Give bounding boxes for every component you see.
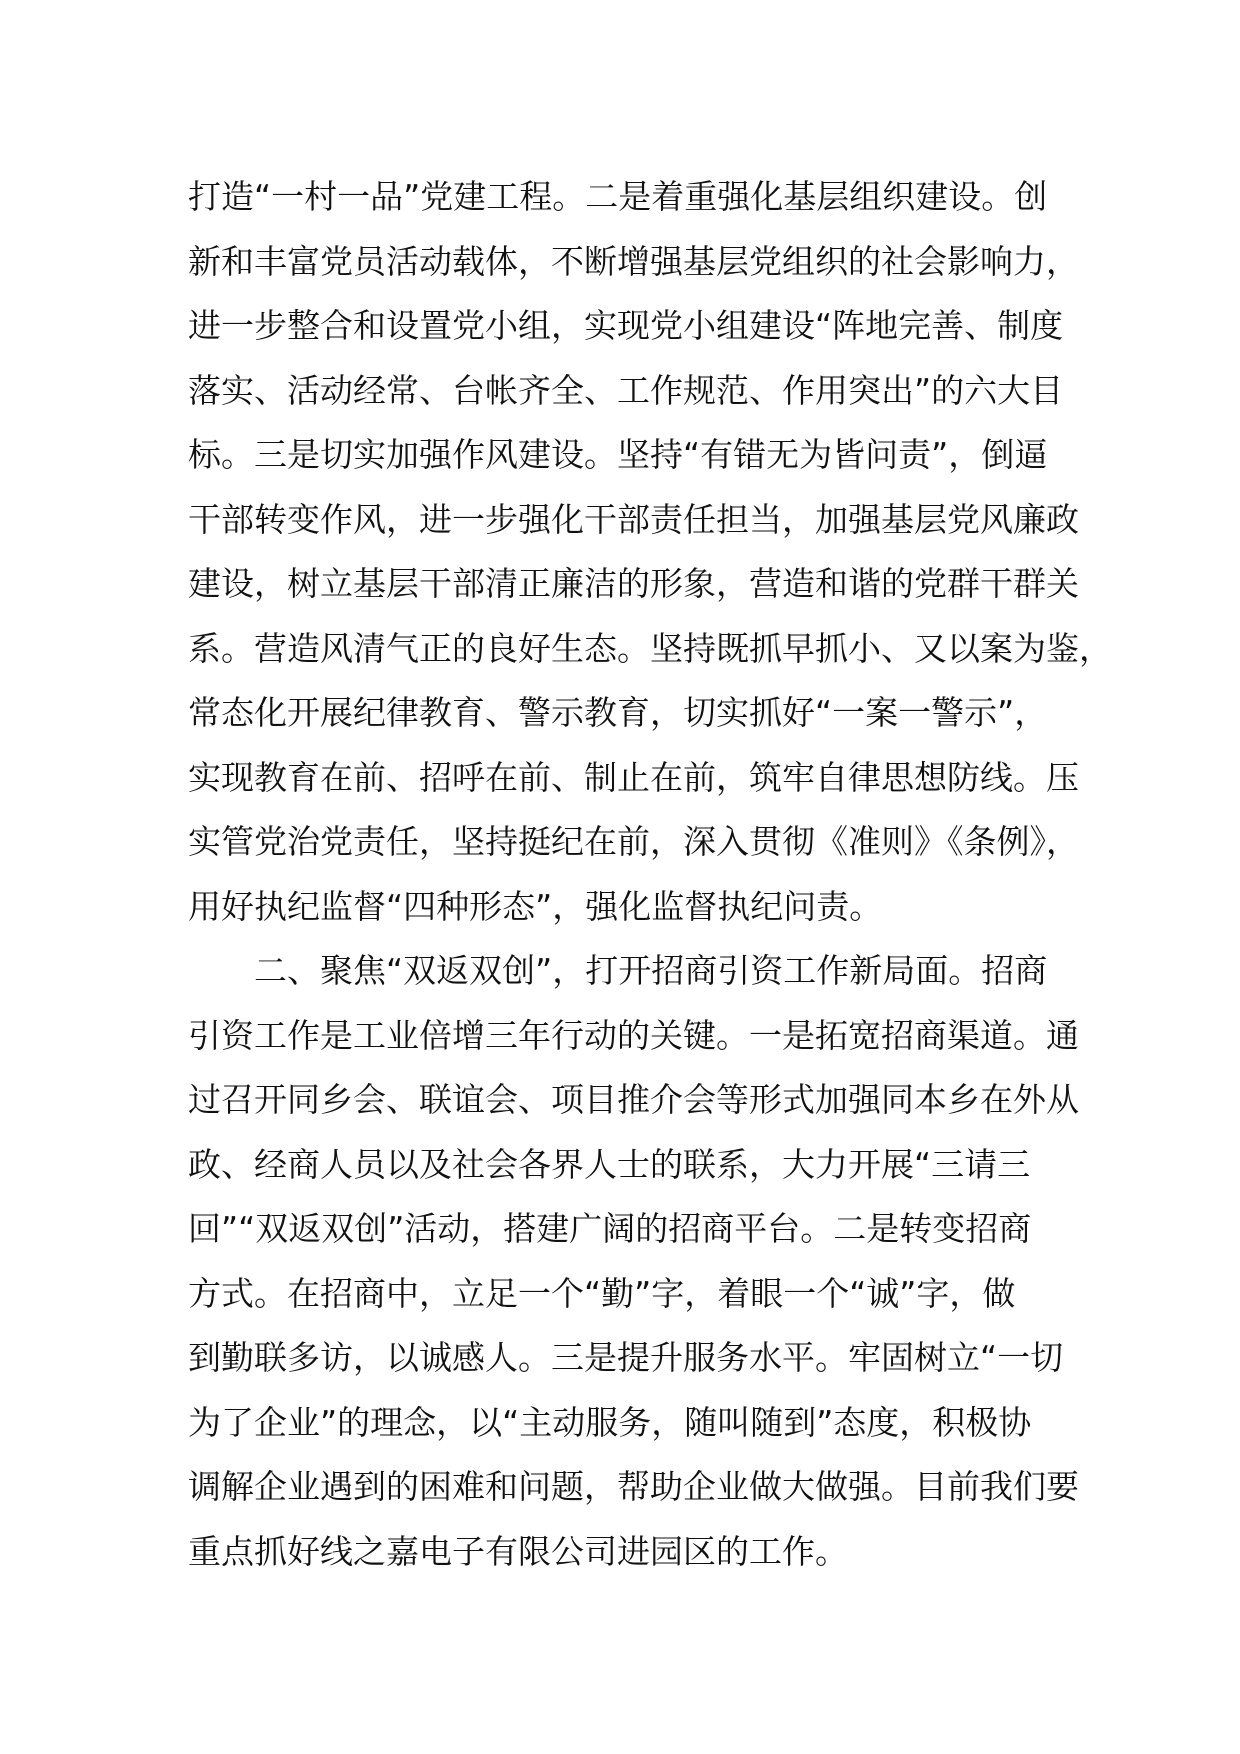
text-line: 进一步整合和设置党小组，实现党小组建设“阵地完善、制度 [188, 306, 1064, 345]
text-line: 过召开同乡会、联谊会、项目推介会等形式加强同本乡在外从 [188, 1080, 1079, 1119]
text-line: 方式。在招商中，立足一个“勤”字，着眼一个“诚”字，做 [188, 1273, 1016, 1313]
text-line: 政、经商人员以及社会各界人士的联系，大力开展“三请三 [188, 1144, 1031, 1184]
text-line: 到勤联多访，以诚感人。三是提升服务水平。牢固树立“一切 [188, 1338, 1064, 1377]
text-line: 新和丰富党员活动载体，不断增强基层党组织的社会影响力， [188, 241, 1079, 281]
text-line: 标。三是切实加强作风建设。坚持“有错无为皆问责”，倒逼 [188, 435, 1048, 474]
text-line: 系。营造风清气正的良好生态。坚持既抓早抓小、又以案为鉴， [188, 628, 1112, 668]
text-line: 重点抓好线之嘉电子有限公司进园区的工作。 [188, 1531, 848, 1571]
text-line: 常态化开展纪律教育、警示教育，切实抓好“一案一警示”， [188, 693, 1048, 732]
text-line: 调解企业遇到的困难和问题，帮助企业做大做强。目前我们要 [188, 1467, 1079, 1506]
text-line: 落实、活动经常、台帐齐全、工作规范、作用突出”的六大目 [188, 370, 1064, 410]
text-line: 用好执纪监督“四种形态”，强化监督执纪问责。 [188, 886, 883, 926]
text-line: 实管党治党责任，坚持挺纪在前，深入贯彻《准则》《条例》， [188, 822, 1079, 861]
text-line: 打造“一村一品”党建工程。二是着重强化基层组织建设。创 [188, 177, 1048, 216]
text-line: 回”“双返双创”活动，搭建广阔的招商平台。二是转变招商 [188, 1209, 1032, 1248]
text-line: 二、聚焦“双返双创”，打开招商引资工作新局面。招商 [188, 951, 1048, 990]
text-line: 干部转变作风，进一步强化干部责任担当，加强基层党风廉政 [188, 499, 1079, 539]
text-line: 为了企业”的理念，以“主动服务，随叫随到”态度，积极协 [188, 1402, 1032, 1442]
text-line: 建设，树立基层干部清正廉洁的形象，营造和谐的党群干群关 [188, 564, 1079, 603]
text-line: 实现教育在前、招呼在前、制止在前，筑牢自律思想防线。压 [188, 757, 1079, 797]
text-line: 引资工作是工业倍增三年行动的关键。一是拓宽招商渠道。通 [188, 1015, 1079, 1055]
body-text [188, 165, 1112, 1584]
